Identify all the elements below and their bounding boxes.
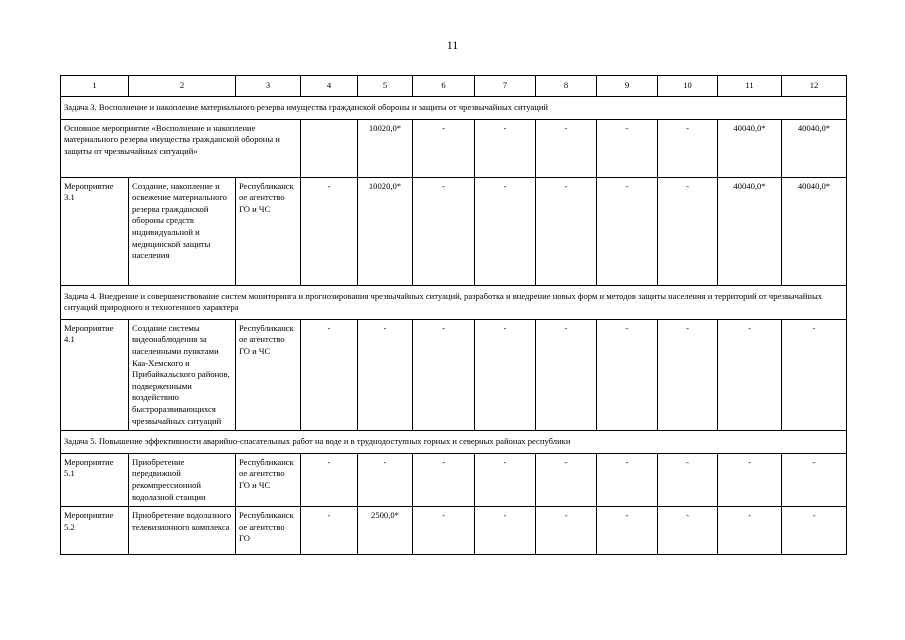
task-row — [61, 285, 847, 319]
header-cell: 5 — [358, 76, 413, 97]
value-cell: - — [475, 177, 536, 285]
header-cell: 8 — [536, 76, 597, 97]
value-cell: - — [413, 119, 475, 177]
header-cell: 11 — [718, 76, 782, 97]
value-cell: - — [536, 319, 597, 430]
value-cell: 40040,0* — [782, 177, 847, 285]
header-cell: 2 — [129, 76, 236, 97]
value-cell: 10020,0* — [358, 119, 413, 177]
value-cell: - — [301, 507, 358, 555]
value-cell: - — [301, 177, 358, 285]
event-label: Мероприятие 5.2 — [61, 507, 129, 555]
value-cell: 40040,0* — [782, 119, 847, 177]
event-executor: Республиканское агентство ГО и ЧС — [236, 319, 301, 430]
value-cell: 2500,0* — [358, 507, 413, 555]
value-cell: - — [597, 319, 658, 430]
value-cell: 40040,0* — [718, 177, 782, 285]
value-cell: - — [475, 319, 536, 430]
value-cell: - — [536, 453, 597, 506]
value-cell: - — [413, 177, 475, 285]
value-cell: - — [475, 507, 536, 555]
value-cell: - — [358, 453, 413, 506]
value-cell: - — [658, 453, 718, 506]
value-cell: - — [597, 453, 658, 506]
task-row — [61, 97, 847, 120]
value-cell: - — [658, 319, 718, 430]
value-cell: - — [782, 507, 847, 555]
main-event-name: Основное мероприятие «Восполнение и накопление материального резерва имущества гражданской обороны и защиты от чрезвычайных ситуаций» — [61, 119, 301, 177]
header-cell: 1 — [61, 76, 129, 97]
task-3-title: Задача 3. Восполнение и накопление материального резерва имущества гражданской обороны и защиты от чрезвычайных ситуаций — [61, 97, 847, 120]
table-row — [61, 453, 847, 506]
value-cell: - — [658, 177, 718, 285]
value-cell: - — [597, 119, 658, 177]
event-executor: Республиканское агентство ГО и ЧС — [236, 177, 301, 285]
value-cell: - — [718, 453, 782, 506]
value-cell: - — [413, 319, 475, 430]
event-label: Мероприятие 3.1 — [61, 177, 129, 285]
value-cell: - — [301, 453, 358, 506]
table-row — [61, 507, 847, 555]
header-cell: 4 — [301, 76, 358, 97]
header-cell: 12 — [782, 76, 847, 97]
value-cell: - — [718, 507, 782, 555]
value-cell: - — [597, 507, 658, 555]
value-cell: - — [413, 507, 475, 555]
event-executor: Республиканское агентство ГО и ЧС — [236, 453, 301, 506]
value-cell: - — [301, 319, 358, 430]
table-header-row — [61, 76, 847, 97]
table-row — [61, 319, 847, 430]
event-name: Создание системы видеонаблюдения за населенными пунктами Каа-Хемского и Прибайкальского районов, подверженными воздействию быстроразвивающихся чрезвычайных ситуаций — [129, 319, 236, 430]
table-row — [61, 177, 847, 285]
task-4-title: Задача 4. Внедрение и совершенствование систем мониторинга и прогнозирования чрезвычайных ситуаций, разработка и внедрение новых форм и методов защиты населения и территорий от чрезвычайных ситуаций природного и техногенного характера — [61, 285, 847, 319]
event-name: Приобретение передвижной рекомпрессионной водолазной станции — [129, 453, 236, 506]
value-cell: - — [536, 177, 597, 285]
program-table — [60, 75, 847, 555]
value-cell: - — [782, 453, 847, 506]
value-cell: - — [718, 319, 782, 430]
value-cell: - — [358, 319, 413, 430]
header-cell: 3 — [236, 76, 301, 97]
value-cell: - — [597, 177, 658, 285]
value-cell: - — [536, 507, 597, 555]
header-cell: 9 — [597, 76, 658, 97]
value-cell: - — [475, 119, 536, 177]
value-cell — [301, 119, 358, 177]
table-row — [61, 119, 847, 177]
header-cell: 10 — [658, 76, 718, 97]
header-cell: 6 — [413, 76, 475, 97]
event-name: Создание, накопление и освежение материального резерва гражданской обороны средств индивидуальной и медицинской защиты населения — [129, 177, 236, 285]
value-cell: - — [658, 507, 718, 555]
event-label: Мероприятие 5.1 — [61, 453, 129, 506]
task-row — [61, 431, 847, 454]
event-executor: Республиканское агентство ГО — [236, 507, 301, 555]
event-name: Приобретение водолазного телевизионного комплекса — [129, 507, 236, 555]
value-cell: 40040,0* — [718, 119, 782, 177]
value-cell: - — [536, 119, 597, 177]
event-label: Мероприятие 4.1 — [61, 319, 129, 430]
value-cell: - — [413, 453, 475, 506]
page-number: 11 — [446, 38, 459, 52]
header-cell: 7 — [475, 76, 536, 97]
value-cell: - — [475, 453, 536, 506]
task-5-title: Задача 5. Повышение эффективности аварийно-спасательных работ на воде и в труднодоступных горных и северных районах республики — [61, 431, 847, 454]
value-cell: - — [782, 319, 847, 430]
value-cell: 10020,0* — [358, 177, 413, 285]
value-cell: - — [658, 119, 718, 177]
